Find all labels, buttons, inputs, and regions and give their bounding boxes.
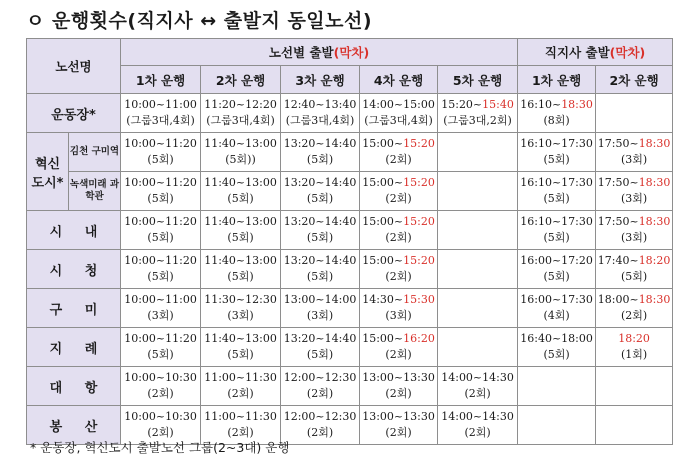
time-range: 15:00~15:20 [362,215,435,228]
time-range: 15:00~15:20 [362,254,435,267]
last-run-time: 18:30 [638,293,671,306]
run-count: (5회) [306,192,334,205]
schedule-cell [438,250,518,289]
table-row [27,289,673,328]
run-count: (3회) [227,309,254,322]
time-range: 14:00~14:30 [441,410,514,423]
route-name: 운동장* [27,94,121,133]
schedule-cell [121,133,201,172]
time-range: 12:40~13:40 [283,98,357,111]
time-range: 10:00~10:30 [124,371,197,384]
schedule-cell [121,328,201,367]
run-count: (5회) [227,348,254,361]
time-range: 13:00~14:00 [283,293,357,306]
route-name: 지 례 [27,328,121,367]
run-count: (5회) [306,153,334,166]
last-run-time: 15:20 [403,137,435,150]
time-range: 16:10~17:30 [520,215,593,228]
schedule-cell [360,289,438,328]
schedule-cell [518,211,596,250]
footnote: * 운동장, 혁신도시 출발노선 그룹(2~3대) 운행 [30,440,290,455]
run-count: (2회) [385,348,412,361]
time-range: 10:00~11:20 [124,254,197,267]
run-count: (2회) [464,387,491,400]
schedule-cell [201,250,281,289]
header-jikjisa-run: 2차 운행 [596,66,673,94]
time-range: 10:00~11:00 [124,293,197,306]
route-name: 녹색미래 과학관 [69,172,121,211]
run-count: (5회) [306,270,334,283]
time-range: 17:50~18:30 [597,176,671,189]
schedule-cell [438,289,518,328]
last-run-time: 18:30 [638,176,671,189]
table-row [27,211,673,250]
route-name: 김천 구미역 [69,133,121,172]
run-count: (그룹3대,4회) [285,114,355,127]
time-range: 11:20~12:20 [204,98,277,111]
run-count: (8회) [543,114,570,127]
run-count: (5회) [227,231,254,244]
time-range: 15:00~15:20 [362,176,435,189]
run-count: (3회) [306,309,334,322]
run-count: (2회) [147,426,174,439]
last-run-time: 15:20 [403,215,435,228]
run-count: (2회) [385,153,412,166]
run-count: (2회) [385,231,412,244]
schedule-cell [596,328,673,367]
run-count: (5회) [543,348,570,361]
schedule-cell [360,211,438,250]
header-run: 1차 운행 [121,66,201,94]
last-run-time: 15:20 [403,254,435,267]
time-range: 16:00~17:30 [520,293,593,306]
run-count: (2회) [227,426,254,439]
run-count: (3회) [620,231,648,244]
run-count: (5회) [147,192,174,205]
schedule-cell [281,94,360,133]
run-count: (5회) [227,192,254,205]
schedule-cell [121,250,201,289]
time-range: 11:40~13:00 [204,215,277,228]
time-range [618,332,650,345]
schedule-cell [121,367,201,406]
time-range: 11:00~11:30 [204,371,277,384]
schedule-cell [596,367,673,406]
run-count: (5회) [543,270,570,283]
schedule-cell [360,133,438,172]
header-route-departure: 노선별 출발(막차) [121,39,518,66]
time-range: 17:50~18:30 [597,215,671,228]
time-range: 12:00~12:30 [283,371,357,384]
schedule-cell [518,250,596,289]
run-count: (2회) [385,270,412,283]
last-run-time: 18:30 [638,137,671,150]
last-run-time: 15:40 [482,98,514,111]
schedule-cell [201,289,281,328]
run-count: (2회) [306,387,334,400]
run-count: (5회) [147,231,174,244]
run-count: (2회) [385,387,412,400]
run-count: (2회) [227,387,254,400]
schedule-cell [518,367,596,406]
schedule-cell [121,211,201,250]
schedule-cell [596,172,673,211]
schedule-cell [281,250,360,289]
run-count: (2회) [620,309,648,322]
schedule-cell [121,172,201,211]
run-count: (5회) [543,153,570,166]
schedule-table [26,38,673,445]
schedule-cell [596,250,673,289]
last-run-time: 18:20 [618,332,650,345]
schedule-cell [201,211,281,250]
run-count: (5회) [147,270,174,283]
run-count: (3회) [147,309,174,322]
table-row [27,172,673,211]
schedule-cell [201,367,281,406]
time-range: 16:10~17:30 [520,176,593,189]
header-run: 4차 운행 [360,66,438,94]
time-range: 13:00~13:30 [362,410,435,423]
page-title: ㅇ 운행횟수(직지사 ↔ 출발지 동일노선) [26,10,373,32]
schedule-cell [201,328,281,367]
run-count: (5회) [147,348,174,361]
schedule-cell [518,94,596,133]
header-jikjisa-run: 1차 운행 [518,66,596,94]
time-range: 15:00~16:20 [362,332,435,345]
time-range: 14:30~15:30 [362,293,435,306]
run-count: (2회) [385,192,412,205]
run-count: (5회) [306,348,334,361]
schedule-cell [596,133,673,172]
schedule-cell [438,328,518,367]
time-range: 10:00~11:20 [124,332,197,345]
run-count: (5회)) [225,153,256,166]
schedule-cell [518,172,596,211]
run-count: (5회) [543,231,570,244]
run-count: (그룹3대,4회) [206,114,275,127]
schedule-cell [518,133,596,172]
schedule-cell [360,94,438,133]
schedule-cell [281,172,360,211]
time-range: 13:20~14:40 [283,137,357,150]
schedule-cell [518,328,596,367]
schedule-cell [360,328,438,367]
schedule-cell [438,367,518,406]
last-run-time: 18:30 [561,98,593,111]
route-name: 봉 산 [27,406,121,445]
run-count: (5회) [306,231,334,244]
schedule-cell [438,133,518,172]
table-row [27,94,673,133]
schedule-cell [360,367,438,406]
time-range: 18:00~18:30 [597,293,671,306]
time-range: 10:00~11:20 [124,215,197,228]
time-range: 14:00~15:00 [362,98,435,111]
time-range: 14:00~14:30 [441,371,514,384]
route-name: 시 내 [27,211,121,250]
time-range: 11:40~13:00 [204,137,277,150]
run-count: (5회) [620,270,648,283]
time-range: 11:30~12:30 [204,293,277,306]
route-group-label: 혁신 도시* [27,133,69,211]
schedule-cell [121,289,201,328]
run-count: (3회) [620,153,648,166]
schedule-cell [121,94,201,133]
header-run: 3차 운행 [281,66,360,94]
header-route-name: 노선명 [27,39,121,94]
schedule-cell [596,211,673,250]
run-count: (5회) [147,153,174,166]
run-count: (2회) [306,426,334,439]
run-count: (3회) [620,192,648,205]
time-range: 10:00~10:30 [124,410,197,423]
time-range: 15:20~15:40 [441,98,514,111]
route-name: 시 청 [27,250,121,289]
header-run: 5차 운행 [438,66,518,94]
run-count: (1회) [620,348,648,361]
schedule-cell [281,406,360,445]
time-range: 16:00~17:20 [520,254,593,267]
last-run-time: 18:20 [638,254,671,267]
run-count: (그룹3대,4회) [364,114,433,127]
time-range: 12:00~12:30 [283,410,357,423]
schedule-cell [518,289,596,328]
run-count: (2회) [147,387,174,400]
schedule-cell [201,172,281,211]
last-run-time: 15:30 [403,293,435,306]
time-range: 15:00~15:20 [362,137,435,150]
schedule-cell [438,211,518,250]
time-range: 11:40~13:00 [204,332,277,345]
schedule-cell [281,133,360,172]
schedule-cell [438,94,518,133]
time-range: 10:00~11:20 [124,176,197,189]
run-count: (2회) [464,426,491,439]
schedule-cell [518,406,596,445]
run-count: (3회) [385,309,412,322]
time-range: 11:40~13:00 [204,254,277,267]
time-range: 13:20~14:40 [283,254,357,267]
time-range: 17:50~18:30 [597,137,671,150]
schedule-cell [596,94,673,133]
table-row [27,250,673,289]
time-range: 16:10~18:30 [520,98,593,111]
schedule-cell [360,250,438,289]
schedule-cell [596,406,673,445]
table-row [27,367,673,406]
time-range: 11:40~13:00 [204,176,277,189]
schedule-cell [360,172,438,211]
time-range: 16:10~17:30 [520,137,593,150]
time-range: 13:20~14:40 [283,332,357,345]
schedule-cell [438,406,518,445]
time-range: 10:00~11:20 [124,137,197,150]
route-name: 대 항 [27,367,121,406]
run-count: (그룹3대,2회) [443,114,512,127]
route-name: 구 미 [27,289,121,328]
schedule-cell [281,211,360,250]
schedule-cell [281,289,360,328]
header-run: 2차 운행 [201,66,281,94]
schedule-cell [201,94,281,133]
run-count: (4회) [543,309,570,322]
header-jikjisa-departure: 직지사 출발(막차) [518,39,673,66]
run-count: (5회) [543,192,570,205]
time-range: 13:20~14:40 [283,215,357,228]
schedule-cell [201,133,281,172]
schedule-cell [360,406,438,445]
table-row [27,328,673,367]
run-count: (2회) [385,426,412,439]
last-run-time: 15:20 [403,176,435,189]
time-range: 16:40~18:00 [520,332,593,345]
time-range: 17:40~18:20 [597,254,671,267]
last-run-time: 16:20 [403,332,435,345]
schedule-cell [281,367,360,406]
time-range: 10:00~11:00 [124,98,197,111]
run-count: (5회) [227,270,254,283]
table-row [27,133,673,172]
schedule-cell [281,328,360,367]
time-range: 13:20~14:40 [283,176,357,189]
run-count: (그룹3대,4회) [126,114,195,127]
time-range: 11:00~11:30 [204,410,277,423]
schedule-cell [438,172,518,211]
time-range: 13:00~13:30 [362,371,435,384]
last-run-time: 18:30 [638,215,671,228]
schedule-cell [596,289,673,328]
